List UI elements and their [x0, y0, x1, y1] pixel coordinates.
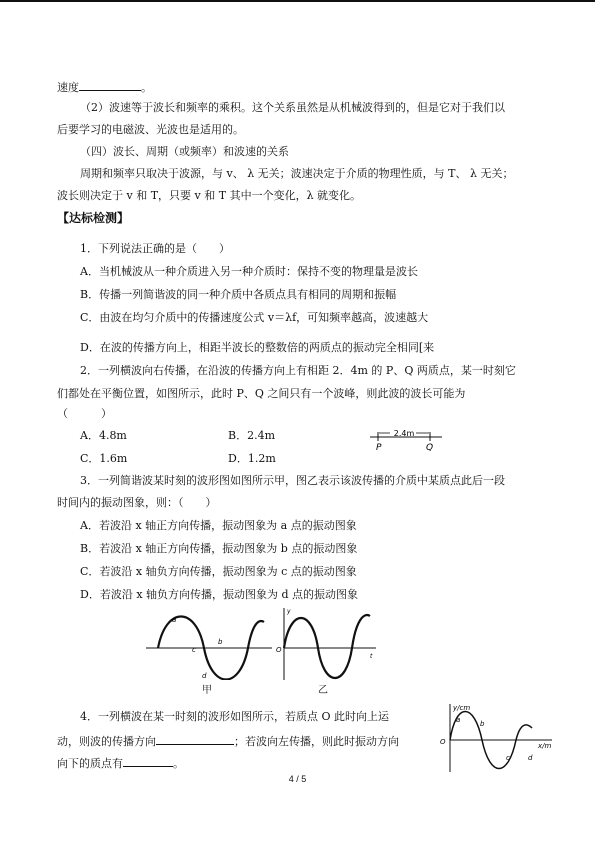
q2-fig-distance: 2.4m	[393, 429, 415, 438]
q2-fig-label-p: P	[376, 443, 382, 453]
q4-stem-3	[57, 755, 184, 771]
q3-figure-yi	[272, 604, 378, 682]
q4-stem-3-part-b: 。	[173, 757, 184, 770]
q3-fig-caption-yi: 乙	[318, 685, 328, 696]
q3-fig-caption-jia: 甲	[202, 685, 212, 696]
q2-stem-2: 们都处在平衡位置，如图所示，此时 P、Q 之间只有一个波峰，则此波的波长可能为	[57, 387, 466, 400]
yi-label-t: t	[370, 653, 373, 660]
q1-option-d[interactable]: D．在波的传播方向上，相距半波长的整数倍的两质点的振动完全相同[来	[80, 341, 435, 354]
jia-label-c: c	[192, 646, 196, 654]
q3-figure-jia	[144, 608, 274, 680]
text-speed-label: 速度	[57, 81, 79, 94]
q2-option-b[interactable]: B．2.4m	[228, 429, 276, 442]
q4-label-o: O	[440, 738, 446, 746]
q3-option-a[interactable]: A．若波沿 x 轴正方向传播，振动图象为 a 点的振动图象	[80, 519, 357, 532]
q1-option-b[interactable]: B．传播一列简谐波的同一种介质中各质点具有相同的周期和振幅	[80, 288, 397, 301]
q4-stem-2	[57, 733, 399, 749]
q4-label-b: b	[480, 720, 485, 728]
jia-label-d: d	[202, 672, 207, 680]
page-number: 4 / 5	[288, 774, 307, 784]
text-line-3: 后要学习的电磁波、光波也是适用的。	[57, 123, 244, 136]
q2-option-c[interactable]: C．1.6m	[80, 452, 128, 465]
jia-label-b: b	[218, 638, 223, 646]
yi-label-y: y	[287, 608, 291, 615]
q3-option-d[interactable]: D．若波沿 x 轴负方向传播，振动图象为 d 点的振动图象	[80, 588, 359, 601]
text-line-speed	[57, 79, 152, 95]
q3-option-c[interactable]: C．若波沿 x 轴负方向传播，振动图象为 c 点的振动图象	[80, 565, 357, 578]
q4-figure	[436, 700, 556, 774]
jia-label-a: a	[172, 616, 177, 624]
q4-blank-points[interactable]	[123, 755, 173, 767]
q4-blank-direction[interactable]	[156, 733, 234, 745]
q4-stem-2-part-a: 动，则波的传播方向	[57, 735, 156, 748]
yi-vibration-curve	[284, 615, 370, 678]
text-period: 。	[141, 81, 152, 94]
q3-option-b[interactable]: B．若波沿 x 轴正方向传播，振动图象为 b 点的振动图象	[80, 542, 358, 555]
q4-stem-1: 4．一列横波在某一时刻的波形如图所示，若质点 O 此时向上运	[80, 710, 390, 723]
q3-stem-1: 3．一列简谐波某时刻的波形图如图所示甲，图乙表示该波传播的介质中某质点此后一段	[80, 474, 505, 487]
q2-fig-label-q: Q	[426, 443, 434, 453]
text-line-6: 波长则决定于 v 和 T，只要 v 和 T 其中一个变化，λ 就变化。	[57, 189, 362, 202]
blank-speed[interactable]	[79, 79, 141, 91]
text-line-2: （2）波速等于波长和频率的乘积。这个关系虽然是从机械波得到的，但是它对于我们以	[80, 101, 505, 114]
q1-stem: 1．下列说法正确的是（ ）	[80, 242, 230, 255]
q4-label-a: a	[456, 716, 461, 724]
q2-stem-1: 2．一列横波向右传播，在沿波的传播方向上有相距 2．4m 的 P、Q 两质点，某一时刻它	[80, 364, 516, 377]
q2-figure	[368, 424, 444, 454]
q4-label-c: c	[506, 754, 510, 762]
q4-label-y: y/cm	[453, 704, 471, 712]
section-title: 【达标检测】	[57, 211, 130, 225]
q2-option-a[interactable]: A．4.8m	[80, 429, 127, 442]
q2-answer-paren: （ ）	[57, 407, 112, 420]
text-line-4: （四）波长、周期（或频率）和波速的关系	[80, 145, 289, 158]
q4-stem-2-part-b: ；若波向左传播，则此时振动方向	[234, 735, 399, 748]
q3-stem-2: 时间内的振动图象，则：（ ）	[57, 496, 217, 509]
q2-option-d[interactable]: D．1.2m	[228, 452, 276, 465]
q4-label-d: d	[528, 754, 533, 762]
q1-option-c[interactable]: C．由波在均匀介质中的传播速度公式 v＝λf，可知频率越高，波速越大	[80, 311, 429, 324]
header-rule	[0, 0, 595, 2]
q4-label-x: x/m	[538, 742, 552, 750]
text-line-5: 周期和频率只取决于波源，与 v、 λ 无关；波速决定于介质的物理性质，与 T、 λ 无关；	[80, 167, 514, 180]
q4-stem-3-part-a: 向下的质点有	[57, 757, 123, 770]
yi-label-o: O	[276, 646, 282, 654]
q1-option-a[interactable]: A．当机械波从一种介质进入另一种介质时：保持不变的物理量是波长	[80, 265, 418, 278]
